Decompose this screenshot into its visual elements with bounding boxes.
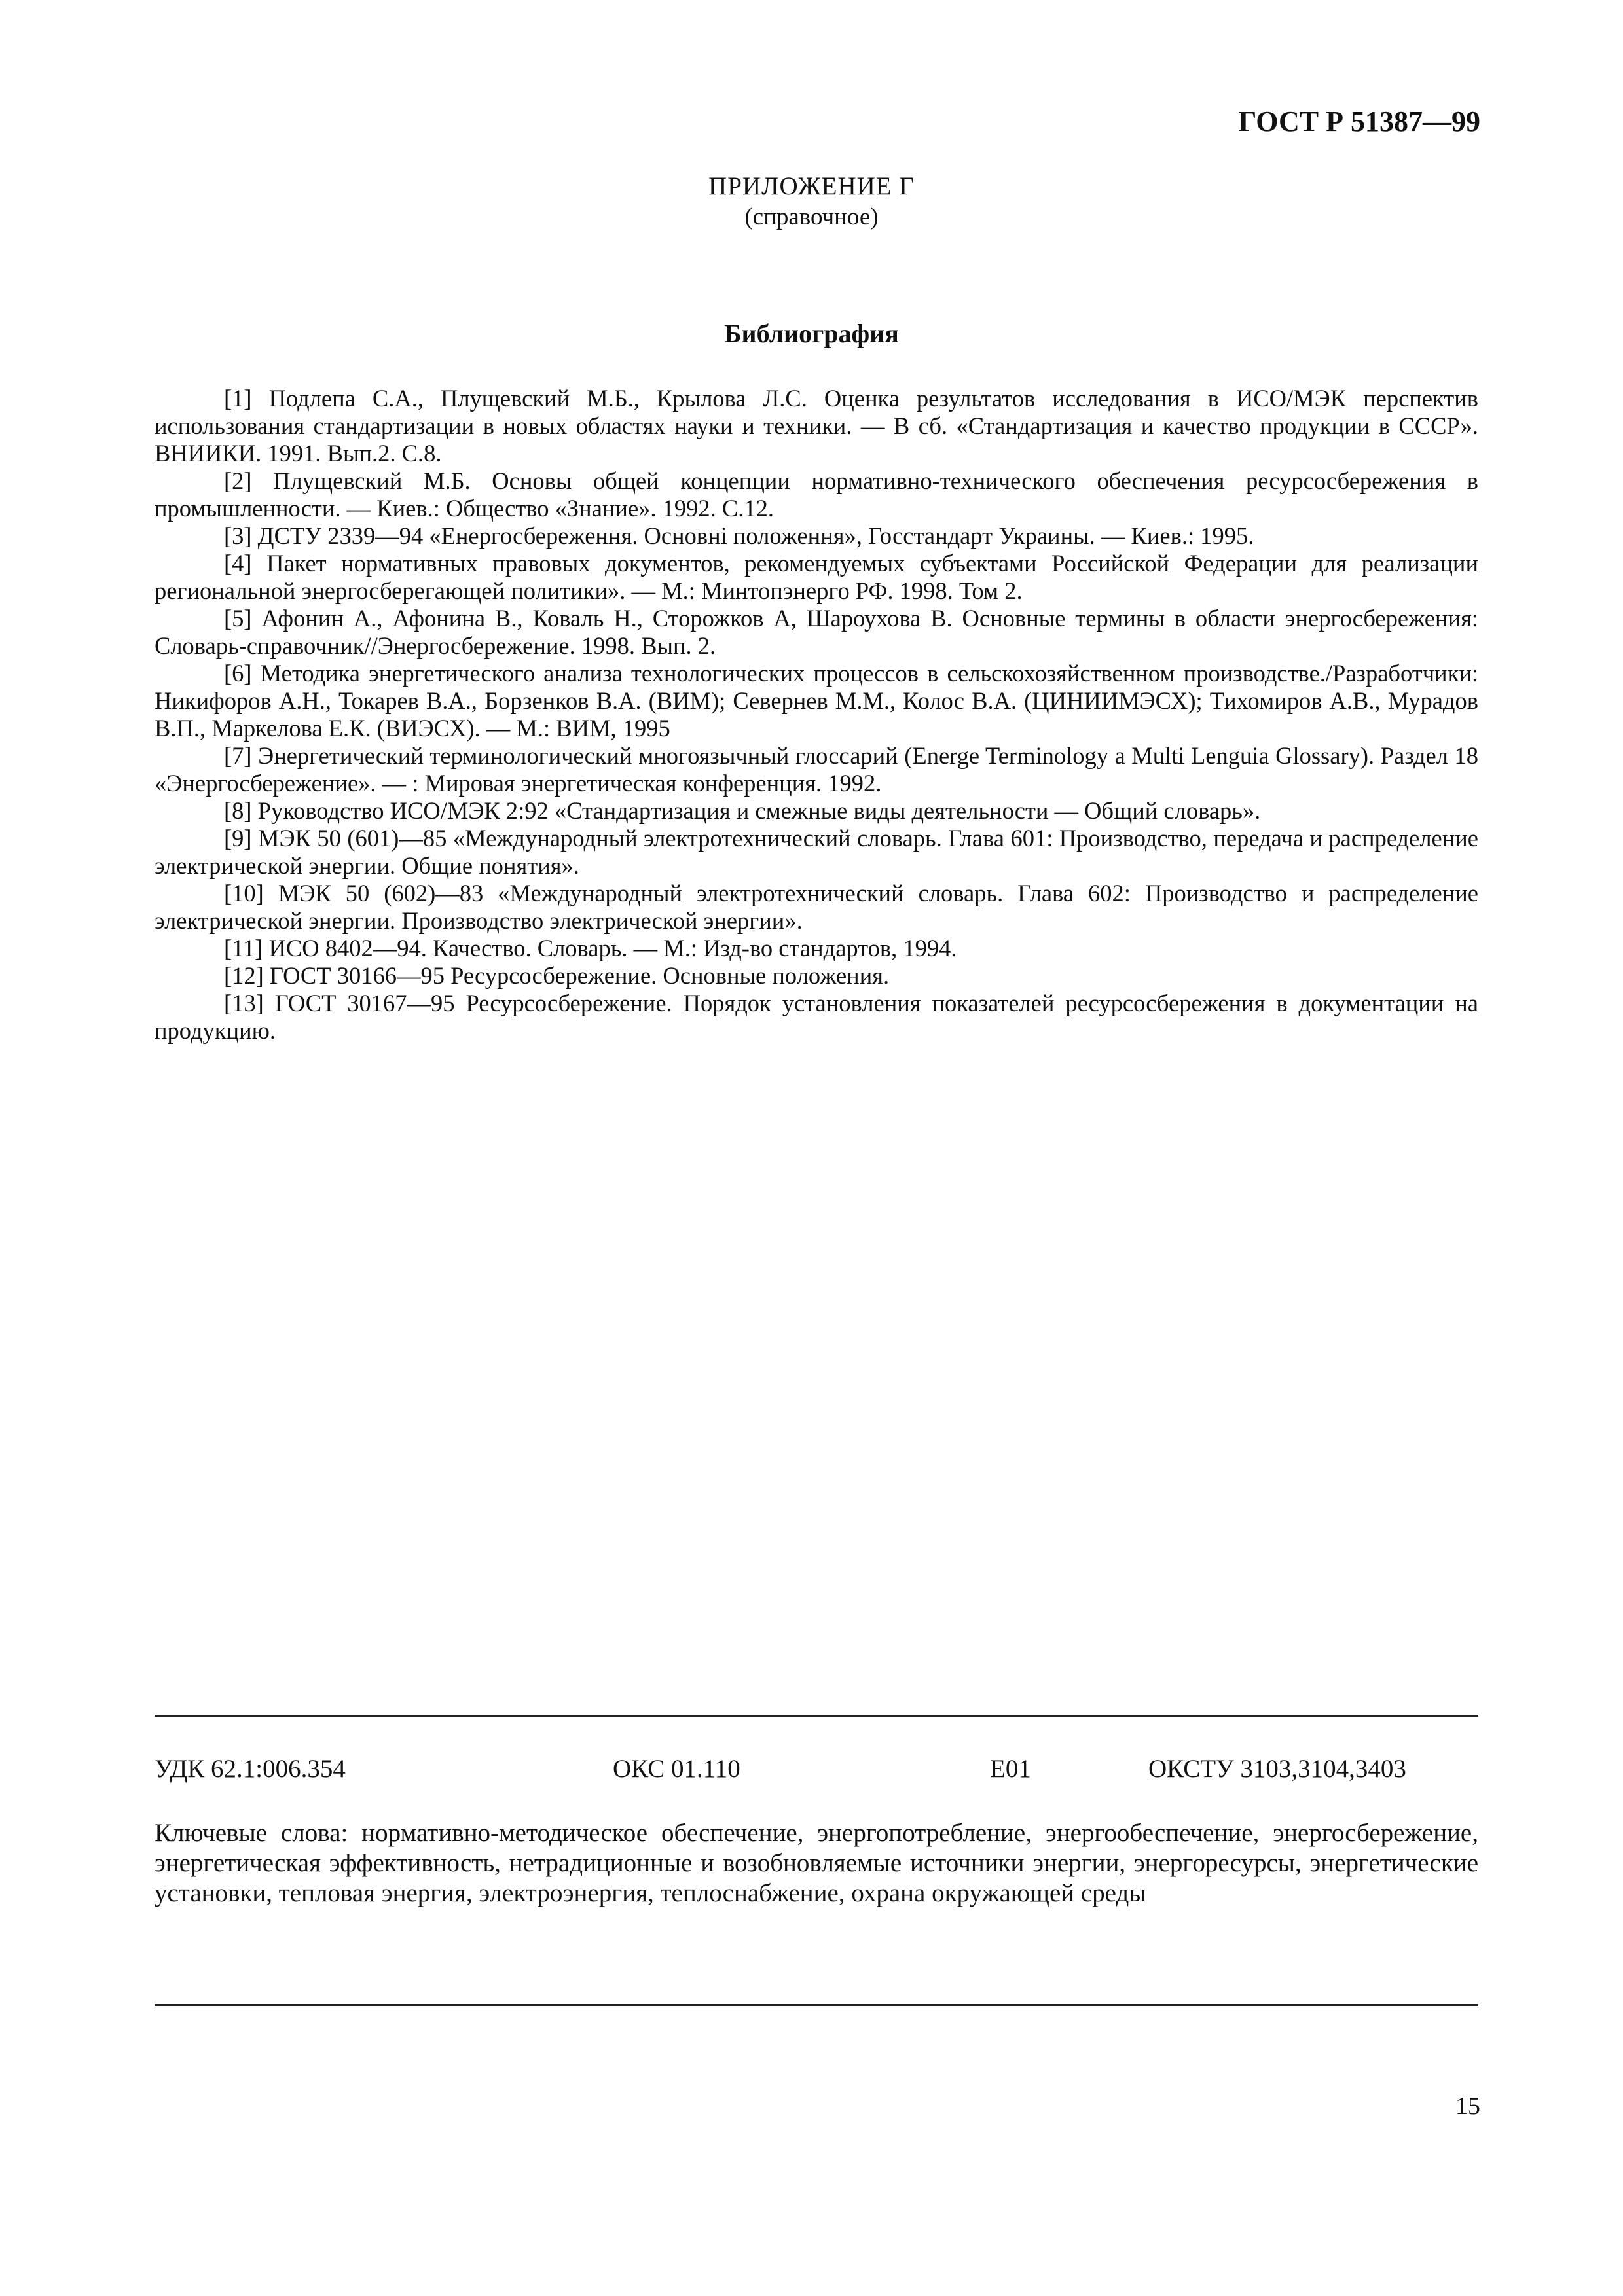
bibliography-entry: [12] ГОСТ 30166—95 Ресурсосбережение. Основные положения.	[224, 962, 890, 989]
okstu-code: ОКСТУ 3103,3104,3403	[1148, 1755, 1406, 1783]
bibliography-entry: [10] МЭК 50 (602)—83 «Международный электротехнический словарь. Глава 602: Производство и распределение электрической энергии. Производство электрической энергии».	[155, 880, 1478, 934]
annex-subtitle: (справочное)	[744, 204, 879, 230]
bibliography-list	[155, 385, 1478, 1045]
bibliography-entry: [11] ИСО 8402—94. Качество. Словарь. — М.: Изд-во стандартов, 1994.	[224, 935, 957, 961]
bibliography-entry: [6] Методика энергетического анализа технологических процессов в сельскохозяйственном производстве./Разработчики: Никифоров А.Н., Токарев В.А., Борзенков В.А. (ВИМ); Севернев М.М., Колос В.А. (ЦИНИИМЭСХ); Тихомиров А.В., Мурадов В.П., Маркелова Е.К. (ВИЭСХ). — М.: ВИМ, 1995	[155, 660, 1478, 742]
classification-row	[155, 1754, 1478, 1787]
bibliography-entry: [5] Афонин А., Афонина В., Коваль Н., Сторожков А, Шароухова В. Основные термины в области энергосбережения: Словарь-справочник//Энергосбережение. 1998. Вып. 2.	[155, 605, 1478, 659]
bibliography-entry: [9] МЭК 50 (601)—85 «Международный электротехнический словарь. Глава 601: Производство, передача и распределение электрической энергии. Общие понятия».	[155, 825, 1478, 879]
standard-code: ГОСТ Р 51387—99	[1238, 105, 1480, 137]
bibliography-entry: [2] Плущевский М.Б. Основы общей концепции нормативно-технического обеспечения ресурсосбережения в промышленности. — Киев.: Общество «Знание». 1992. С.12.	[155, 467, 1478, 522]
keywords-paragraph: Ключевые слова: нормативно-методическое обеспечение, энергопотребление, энергообеспечение, энергосбережение, энергетическая эффективность, нетрадиционные и возобновляемые источники энергии, энергоресурсы, энергетические установки, тепловая энергия, электроэнергия, теплоснабжение, охрана окружающей среды	[155, 1819, 1478, 1907]
divider-bottom	[155, 2004, 1478, 2006]
divider-top	[155, 1715, 1478, 1717]
group-code: Е01	[990, 1755, 1031, 1783]
bibliography-entry: [3] ДСТУ 2339—94 «Енергосбереження. Основні положення», Госстандарт Украины. — Киев.: 1995.	[224, 522, 1254, 549]
bibliography-entry: [4] Пакет нормативных правовых документов, рекомендуемых субъектами Российской Федерации для реализации региональной энергосберегающей политики». — М.: Минтопэнерго РФ. 1998. Том 2.	[155, 550, 1478, 604]
bibliography-entry: [1] Подлепа С.А., Плущевский М.Б., Крылова Л.С. Оценка результатов исследования в ИСО/МЭК перспектив использования стандартизации в новых областях науки и техники. — В сб. «Стандартизация и качество продукции в СССР». ВНИИКИ. 1991. Вып.2. С.8.	[155, 385, 1478, 467]
bibliography-entry: [8] Руководство ИСО/МЭК 2:92 «Стандартизация и смежные виды деятельности — Общий словарь».	[224, 797, 1261, 824]
page-number: 15	[1455, 2092, 1480, 2120]
bibliography-title: Библиография	[724, 319, 899, 348]
bibliography-entry: [7] Энергетический терминологический многоязычный глоссарий (Energe Terminology a Multi Lenguia Glossary). Раздел 18 «Энергосбережение». — : Мировая энергетическая конференция. 1992.	[155, 742, 1478, 797]
annex-title: ПРИЛОЖЕНИЕ Г	[708, 172, 915, 200]
oks-code: ОКС 01.110	[613, 1755, 740, 1783]
udk-code: УДК 62.1:006.354	[155, 1755, 346, 1783]
bibliography-entry: [13] ГОСТ 30167—95 Ресурсосбережение. Порядок установления показателей ресурсосбережения в документации на продукцию.	[155, 990, 1478, 1044]
